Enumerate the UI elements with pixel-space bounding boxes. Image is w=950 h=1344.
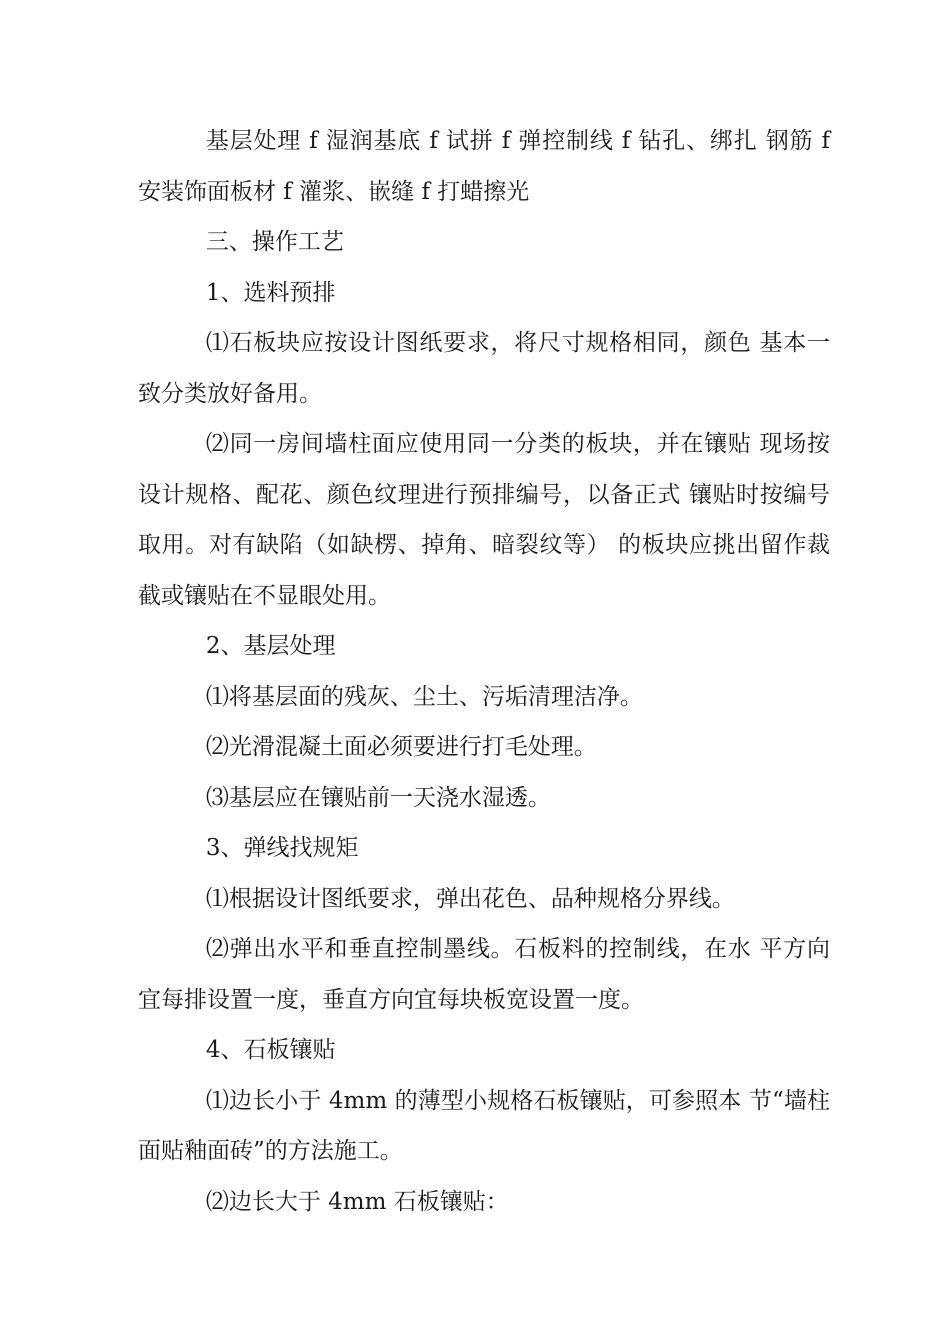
subheading-material-selection: 1、选料预排: [205, 279, 336, 306]
paragraph-selection-1: ⑴石板块应按设计图纸要求，将尺寸规格相同，颜色 基本一致分类放好备用。: [138, 330, 830, 407]
paragraph-selection-2: ⑵同一房间墙柱面应使用同一分类的板块，并在镶贴 现场按设计规格、配花、颜色纹理进行预排编号，以备正式 镶贴时按编号取用。对有缺陷（如缺楞、掉角、暗裂纹等） 的板块应挑出留作裁截或镶贴在不显眼处用。: [138, 431, 830, 609]
subheading-base-treatment: 2、基层处理: [205, 633, 336, 659]
section-heading-operation-process: 三、操作工艺: [205, 229, 344, 255]
subheading-line-marking: 3、弹线找规矩: [205, 835, 359, 861]
document-body: [138, 116, 830, 1227]
paragraph-stone-2: ⑵边长大于 4mm 石板镶贴：: [205, 1188, 509, 1215]
subheading-stone-installation: 4、石板镶贴: [205, 1037, 336, 1063]
paragraph-base-3: ⑶基层应在镶贴前一天浇水湿透。: [205, 784, 551, 811]
paragraph-base-1: ⑴将基层面的残灰、尘土、污垢清理洁净。: [205, 683, 643, 710]
paragraph-stone-1: ⑴边长小于 4mm 的薄型小规格石板镶贴，可参照本 节“墙柱面贴釉面砖”的方法施工。: [138, 1087, 830, 1164]
paragraph-line-2: ⑵弹出水平和垂直控制墨线。石板料的控制线，在水 平方向宜每排设置一度，垂直方向宜每块板宽设置一度。: [138, 936, 830, 1013]
process-flow-paragraph: 基层处理 f 湿润基底 f 试拼 f 弹控制线 f 钻孔、绑扎 钢筋 f 安装饰面板材 f 灌浆、嵌缝 f 打蜡擦光: [138, 128, 830, 205]
paragraph-base-2: ⑵光滑混凝土面必须要进行打毛处理。: [205, 734, 597, 760]
paragraph-line-1: ⑴根据设计图纸要求，弹出花色、品种规格分界线。: [205, 885, 735, 912]
